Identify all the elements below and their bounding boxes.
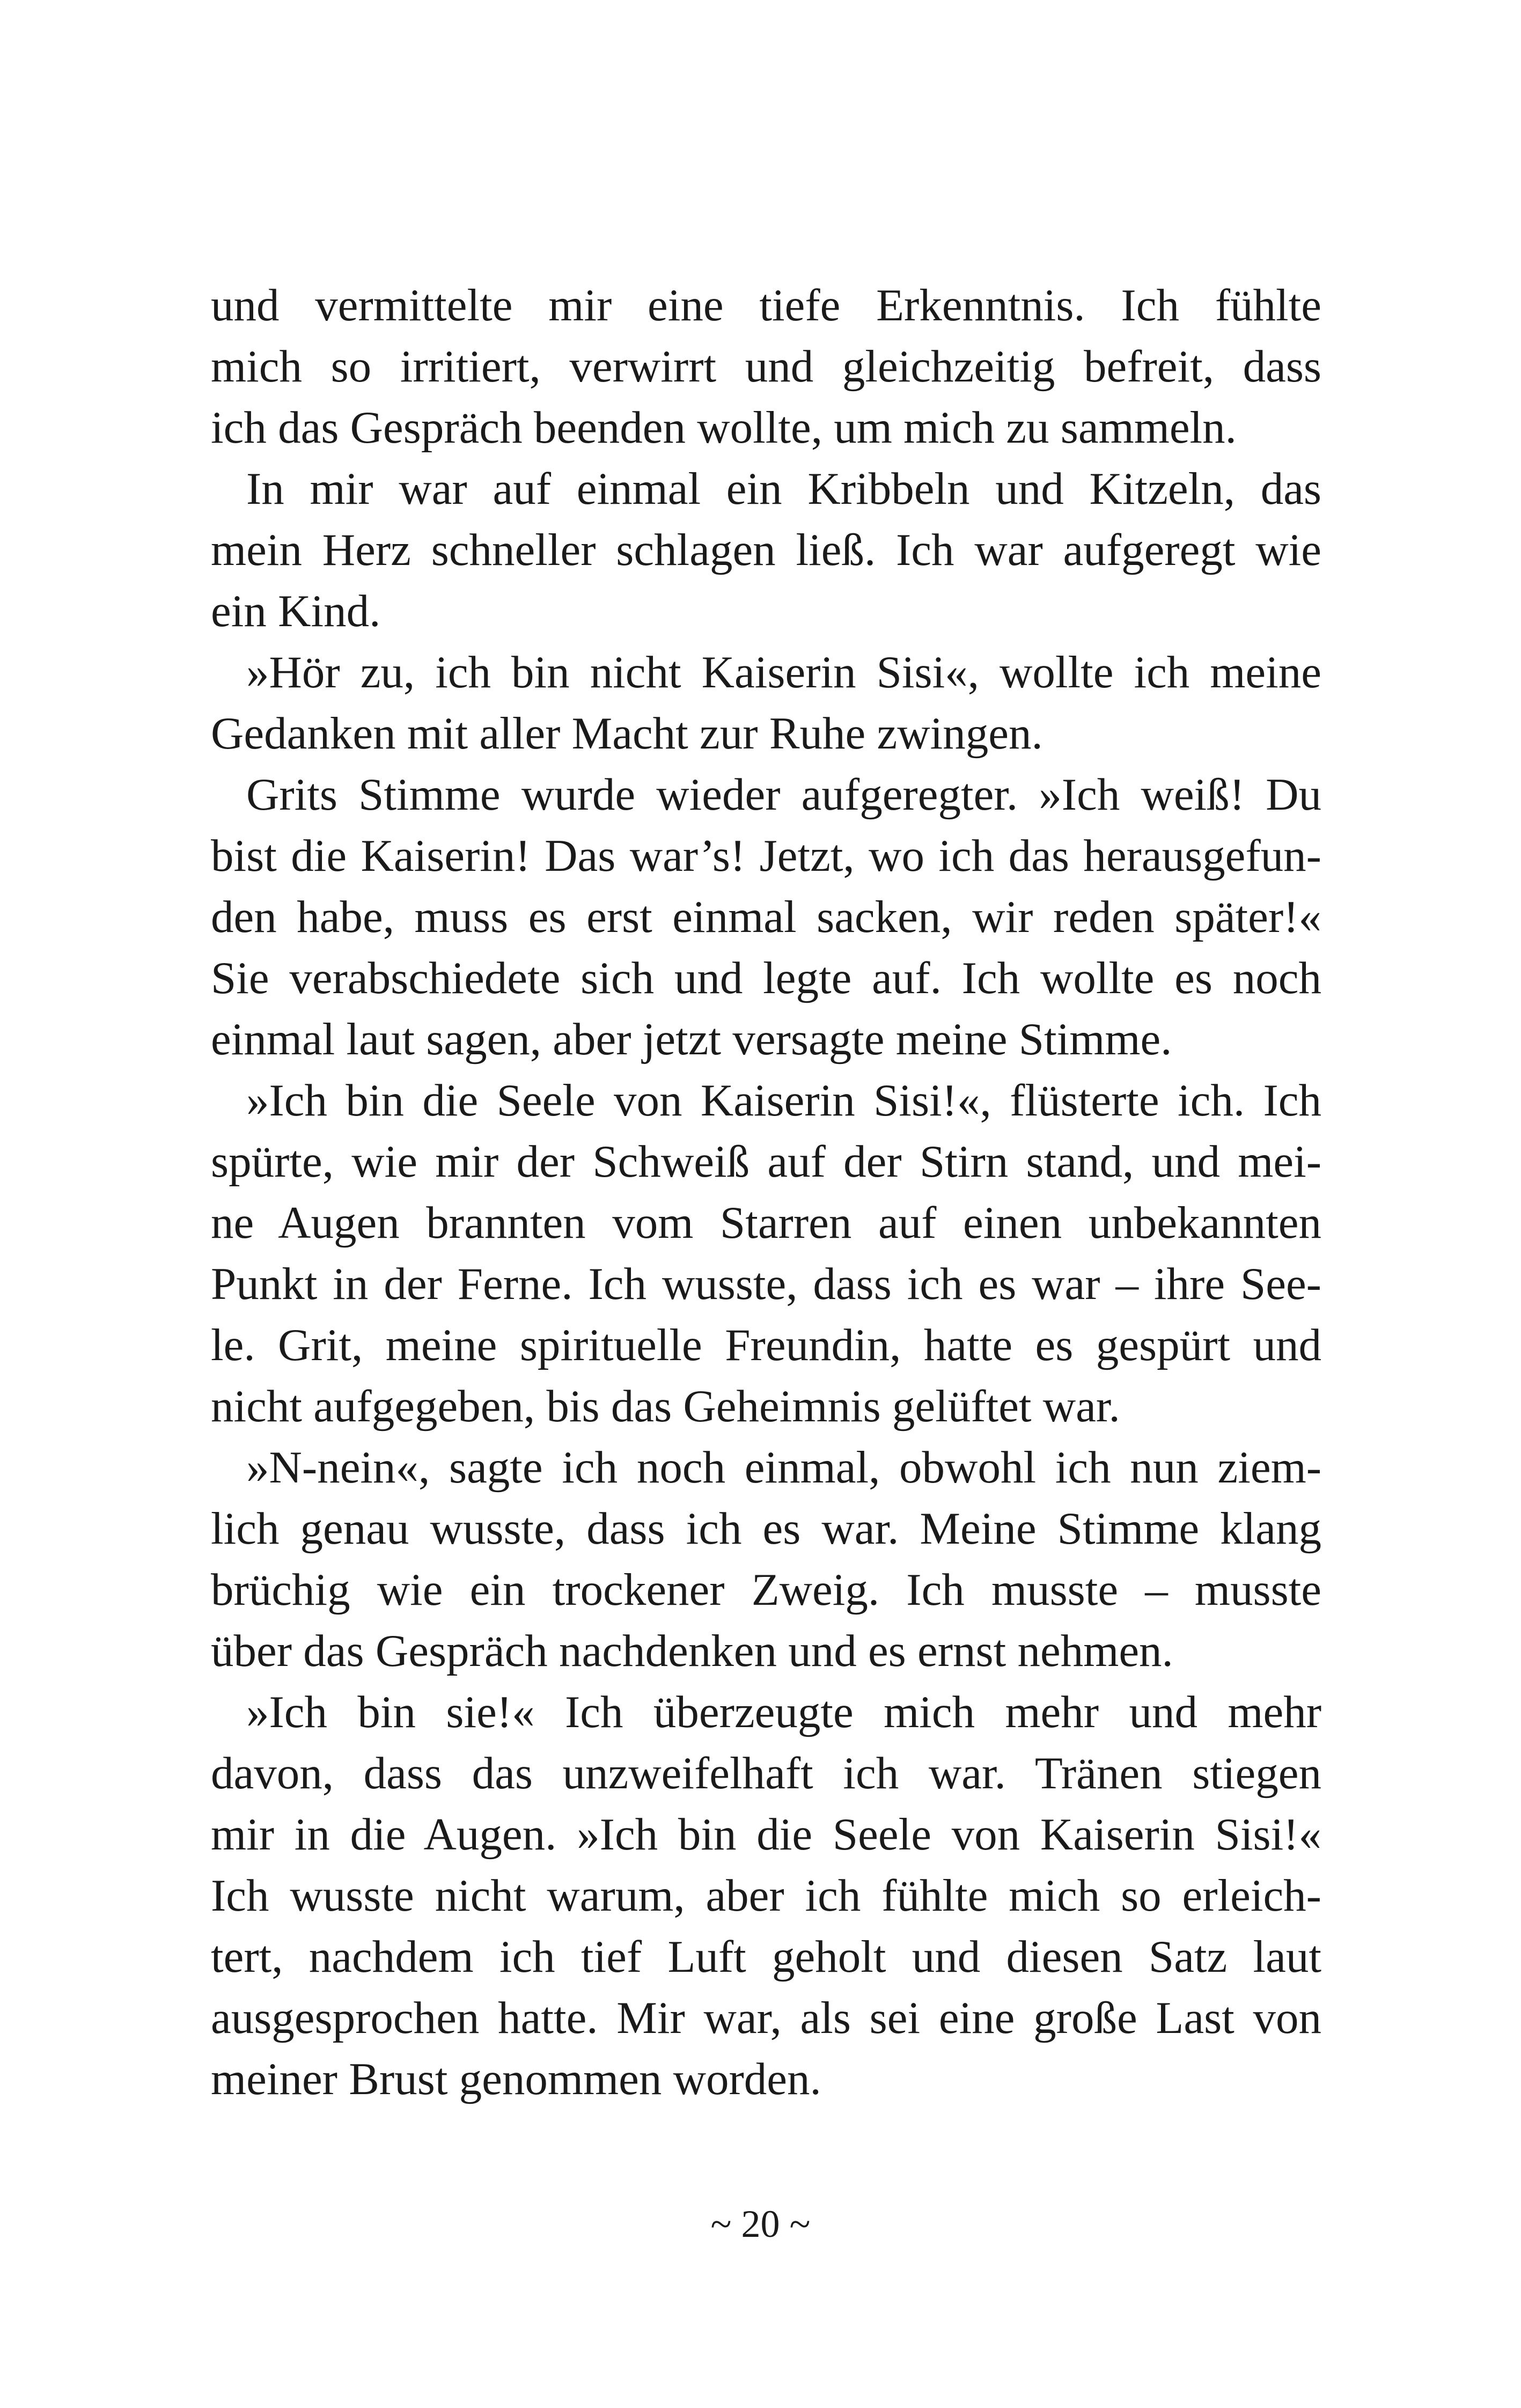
- text-line: mir in die Augen. »Ich bin die Seele von Kaiserin Sisi!«: [211, 1809, 1321, 1860]
- text-line: spürte, wie mir der Schweiß auf der Stirn stand, und mei-: [211, 1136, 1321, 1187]
- text-line: ne Augen brannten vom Starren auf einen unbekannten: [211, 1198, 1321, 1248]
- text-line: einmal laut sagen, aber jetzt versagte meine Stimme.: [211, 1014, 1172, 1064]
- text-line: lich genau wusste, dass ich es war. Meine Stimme klang: [211, 1503, 1321, 1554]
- text-line: und vermittelte mir eine tiefe Erkenntnis. Ich fühlte: [211, 280, 1321, 331]
- text-line: »N-nein«, sagte ich noch einmal, obwohl ich nun ziem-: [246, 1442, 1321, 1493]
- text-line: le. Grit, meine spirituelle Freundin, hatte es gespürt und: [211, 1320, 1321, 1370]
- text-line: ausgesprochen hatte. Mir war, als sei eine große Last von: [211, 1993, 1321, 2043]
- text-line: ich das Gespräch beenden wollte, um mich zu sammeln.: [211, 402, 1237, 453]
- text-line: ein Kind.: [211, 586, 381, 636]
- text-line: Sie verabschiedete sich und legte auf. Ich wollte es noch: [211, 953, 1321, 1003]
- page-number: ~ 20 ~: [710, 2203, 811, 2245]
- text-line: den habe, muss es erst einmal sacken, wir reden später!«: [211, 892, 1321, 942]
- text-line: nicht aufgegeben, bis das Geheimnis gelüftet war.: [211, 1381, 1120, 1431]
- text-line: meiner Brust genommen worden.: [211, 2054, 821, 2104]
- text-line: »Hör zu, ich bin nicht Kaiserin Sisi«, wollte ich meine: [246, 647, 1321, 698]
- text-line: bist die Kaiserin! Das war’s! Jetzt, wo ich das herausgefun-: [211, 831, 1321, 881]
- text-line: brüchig wie ein trockener Zweig. Ich musste – musste: [211, 1565, 1321, 1615]
- text-line: In mir war auf einmal ein Kribbeln und Kitzeln, das: [246, 464, 1321, 514]
- text-line: »Ich bin sie!« Ich überzeugte mich mehr und mehr: [246, 1687, 1321, 1737]
- text-line: über das Gespräch nachdenken und es ernst nehmen.: [211, 1626, 1173, 1676]
- text-line: davon, dass das unzweifelhaft ich war. Tränen stiegen: [211, 1748, 1321, 1798]
- body-text: [211, 275, 1321, 2110]
- text-line: »Ich bin die Seele von Kaiserin Sisi!«, flüsterte ich. Ich: [246, 1075, 1321, 1126]
- text-line: Punkt in der Ferne. Ich wusste, dass ich es war – ihre See-: [211, 1259, 1321, 1309]
- text-line: Grits Stimme wurde wieder aufgeregter. »Ich weiß! Du: [246, 769, 1321, 820]
- text-line: tert, nachdem ich tief Luft geholt und diesen Satz laut: [211, 1932, 1321, 1982]
- text-line: Ich wusste nicht warum, aber ich fühlte mich so erleich-: [211, 1870, 1321, 1921]
- text-line: Gedanken mit aller Macht zur Ruhe zwingen.: [211, 708, 1043, 759]
- text-line: mich so irritiert, verwirrt und gleichzeitig befreit, dass: [211, 341, 1321, 392]
- text-line: mein Herz schneller schlagen ließ. Ich war aufgeregt wie: [211, 525, 1321, 575]
